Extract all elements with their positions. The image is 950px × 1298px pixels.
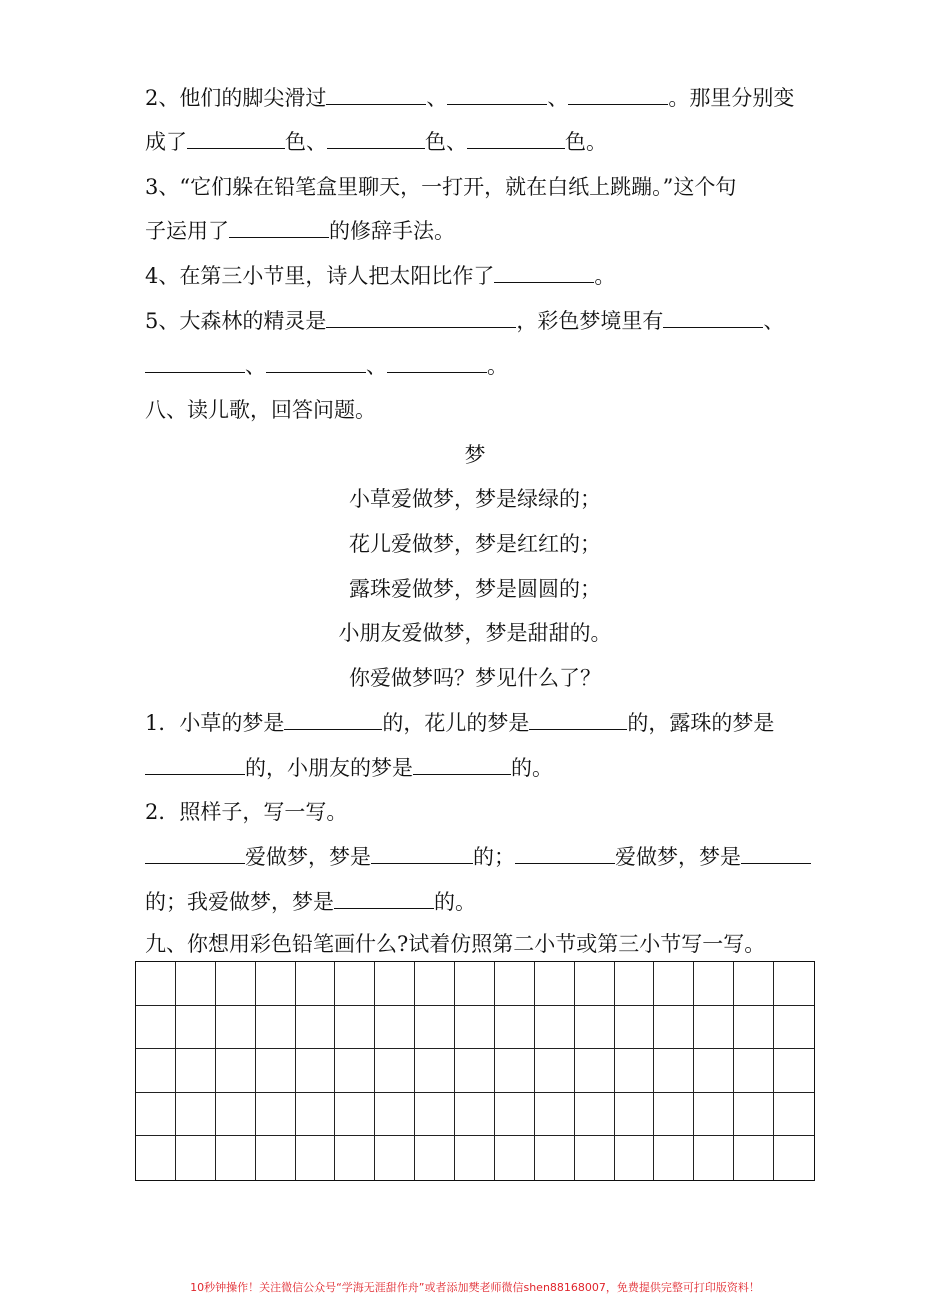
grid-cell[interactable] [774,1136,814,1180]
q7-item3-line2 [145,217,455,245]
grid-cell[interactable] [335,1006,375,1050]
answer-blank[interactable] [741,843,811,864]
answer-blank[interactable] [266,352,366,373]
grid-cell[interactable] [375,1006,415,1050]
grid-cell[interactable] [694,1049,734,1093]
grid-cell[interactable] [176,962,216,1006]
q8-sub2-heading-text: 2．照样子，写一写。 [145,800,348,824]
q7-item3-line1 [145,173,736,201]
grid-cell[interactable] [136,1093,176,1137]
grid-cell[interactable] [734,1006,774,1050]
footer-note: 10秒钟操作！关注微信公众号“学海无涯甜作舟”或者添加樊老师微信shen88168007，免费提供完整可打印版资料！ [190,1281,760,1294]
q9-heading [145,930,765,958]
poem-line: 露珠爱做梦，梦是圆圆的； [349,577,601,601]
grid-cell[interactable] [296,962,336,1006]
grid-cell[interactable] [615,1006,655,1050]
grid-cell[interactable] [415,962,455,1006]
writing-grid[interactable] [135,961,815,1181]
poem-title: 梦 [464,443,486,467]
grid-cell[interactable] [455,1136,495,1180]
grid-cell[interactable] [375,1136,415,1180]
grid-cell[interactable] [256,962,296,1006]
q8-sub2-text-c: 的；我爱做梦，梦是 [145,890,334,914]
q8-sub2-text-a: 爱做梦，梦是 [245,845,371,869]
grid-cell[interactable] [176,1049,216,1093]
q8-sub2-text-a: 爱做梦，梦是 [615,845,741,869]
grid-cell[interactable] [335,1136,375,1180]
grid-cell[interactable] [296,1049,336,1093]
grid-cell[interactable] [335,962,375,1006]
grid-cell[interactable] [694,962,734,1006]
grid-cell[interactable] [615,1049,655,1093]
answer-blank[interactable] [413,754,511,775]
separator: 、 [366,354,387,378]
grid-cell[interactable] [256,1093,296,1137]
q7-item2-line2 [145,128,607,156]
grid-cell[interactable] [335,1093,375,1137]
grid-cell[interactable] [615,1136,655,1180]
answer-blank[interactable] [387,352,487,373]
grid-cell[interactable] [495,1049,535,1093]
q7-item5-line1 [145,307,784,335]
q7-item5-text-a: 5、大森林的精灵是 [145,309,327,333]
answer-blank[interactable] [145,843,245,864]
q8-sub1-text-b: 的，花儿的梦是 [382,711,530,735]
grid-cell[interactable] [375,1049,415,1093]
grid-cell[interactable] [216,962,256,1006]
grid-cell[interactable] [136,1006,176,1050]
q8-sub2-line2 [145,888,476,916]
q8-sub2-text-d: 的。 [434,890,476,914]
grid-cell[interactable] [654,1006,694,1050]
grid-cell[interactable] [455,1006,495,1050]
grid-cell[interactable] [734,1049,774,1093]
grid-cell[interactable] [375,1093,415,1137]
grid-cell[interactable] [535,962,575,1006]
grid-cell[interactable] [335,1049,375,1093]
separator: 、 [763,309,785,333]
answer-blank[interactable] [494,262,594,283]
grid-cell[interactable] [734,1136,774,1180]
q8-heading [145,396,376,424]
grid-cell[interactable] [296,1006,336,1050]
grid-cell[interactable] [136,1136,176,1180]
answer-blank[interactable] [663,307,763,328]
grid-cell[interactable] [774,962,814,1006]
q8-sub2-text-b: 的； [473,845,515,869]
grid-cell[interactable] [415,1006,455,1050]
poem-line: 你爱做梦吗？梦见什么了？ [349,666,601,690]
grid-cell[interactable] [734,1093,774,1137]
grid-cell[interactable] [615,962,655,1006]
grid-cell[interactable] [734,962,774,1006]
poem-line: 花儿爱做梦，梦是红红的； [349,532,601,556]
q8-sub1-line2 [145,754,553,782]
grid-cell[interactable] [256,1136,296,1180]
grid-cell[interactable] [694,1093,734,1137]
grid-cell[interactable] [176,1006,216,1050]
separator: 、 [245,354,266,378]
q7-item2-text-a: 2、他们的脚尖滑过 [145,86,327,110]
grid-cell[interactable] [216,1136,256,1180]
grid-cell[interactable] [495,962,535,1006]
answer-blank[interactable] [187,128,285,149]
answer-blank[interactable] [529,709,627,730]
answer-blank[interactable] [334,888,434,909]
color-word: 色、 [285,130,327,154]
poem-line: 小朋友爱做梦，梦是甜甜的。 [338,621,612,645]
grid-cell[interactable] [615,1093,655,1137]
grid-cell[interactable] [575,1136,615,1180]
grid-cell[interactable] [415,1136,455,1180]
grid-cell[interactable] [575,1093,615,1137]
grid-cell[interactable] [296,1136,336,1180]
grid-cell[interactable] [455,962,495,1006]
grid-cell[interactable] [654,1136,694,1180]
grid-cell[interactable] [535,1049,575,1093]
grid-cell[interactable] [535,1093,575,1137]
grid-cell[interactable] [495,1136,535,1180]
q8-sub2-heading [145,798,347,826]
color-word: 色、 [425,130,467,154]
grid-cell[interactable] [176,1093,216,1137]
answer-blank[interactable] [327,128,425,149]
q7-item4-text-a: 4、在第三小节里，诗人把太阳比作了 [145,264,495,288]
q8-sub1-line1 [145,709,774,737]
grid-cell[interactable] [535,1006,575,1050]
q8-sub2-line1 [145,843,811,871]
q7-item5-text-b: ，彩色梦境里有 [516,309,664,333]
q8-sub1-text-a: 1．小草的梦是 [145,711,285,735]
separator: 、 [547,86,569,110]
color-end: 色。 [565,130,607,154]
q7-item3-text-a: 3、“它们躲在铅笔盒里聊天，一打开，就在白纸上跳蹦。”这个句 [145,175,737,199]
answer-blank[interactable] [145,352,245,373]
answer-blank[interactable] [326,84,426,105]
separator: 、 [426,86,448,110]
grid-cell[interactable] [296,1093,336,1137]
grid-cell[interactable] [415,1093,455,1137]
grid-cell[interactable] [136,1049,176,1093]
answer-blank[interactable] [515,843,615,864]
q8-sub1-text-c: 的，露珠的梦是 [627,711,775,735]
answer-blank[interactable] [467,128,565,149]
q7-item4-text-b: 。 [594,264,616,288]
grid-cell[interactable] [694,1136,734,1180]
answer-blank[interactable] [326,307,516,328]
grid-cell[interactable] [575,1006,615,1050]
grid-cell[interactable] [256,1006,296,1050]
grid-cell[interactable] [415,1049,455,1093]
grid-cell[interactable] [455,1049,495,1093]
q8-sub1-text-d: 的，小朋友的梦是 [245,756,413,780]
grid-cell[interactable] [495,1093,535,1137]
grid-cell[interactable] [575,962,615,1006]
grid-cell[interactable] [654,1049,694,1093]
grid-cell[interactable] [216,1049,256,1093]
grid-cell[interactable] [694,1006,734,1050]
grid-cell[interactable] [654,1093,694,1137]
grid-cell[interactable] [495,1006,535,1050]
q7-item3-text-c: 的修辞手法。 [329,219,455,243]
q8-sub1-text-e: 的。 [511,756,553,780]
grid-cell[interactable] [535,1136,575,1180]
poem-line: 小草爱做梦，梦是绿绿的； [349,487,601,511]
q7-item2-text-c: 成了 [145,130,187,154]
grid-cell[interactable] [176,1136,216,1180]
q7-item5-line2 [145,352,508,380]
q8-heading-text: 八、读儿歌，回答问题。 [145,398,376,422]
grid-cell[interactable] [136,962,176,1006]
q7-item5-end: 。 [487,354,508,378]
q7-item4-line [145,262,615,290]
answer-blank[interactable] [568,84,668,105]
answer-blank[interactable] [145,754,245,775]
q7-item2-text-b: 。那里分别变 [668,86,795,110]
q9-heading-text: 九、你想用彩色铅笔画什么?试着仿照第二小节或第三小节写一写。 [145,932,766,956]
grid-cell[interactable] [654,962,694,1006]
grid-cell[interactable] [455,1093,495,1137]
answer-blank[interactable] [447,84,547,105]
answer-blank[interactable] [284,709,382,730]
q7-item3-text-b: 子运用了 [145,219,229,243]
grid-cell[interactable] [375,962,415,1006]
grid-cell[interactable] [216,1093,256,1137]
grid-cell[interactable] [774,1006,814,1050]
q7-item2-line1 [145,84,794,112]
grid-cell[interactable] [774,1093,814,1137]
grid-cell[interactable] [575,1049,615,1093]
grid-cell[interactable] [256,1049,296,1093]
grid-cell[interactable] [216,1006,256,1050]
grid-cell[interactable] [774,1049,814,1093]
answer-blank[interactable] [229,217,329,238]
answer-blank[interactable] [371,843,473,864]
